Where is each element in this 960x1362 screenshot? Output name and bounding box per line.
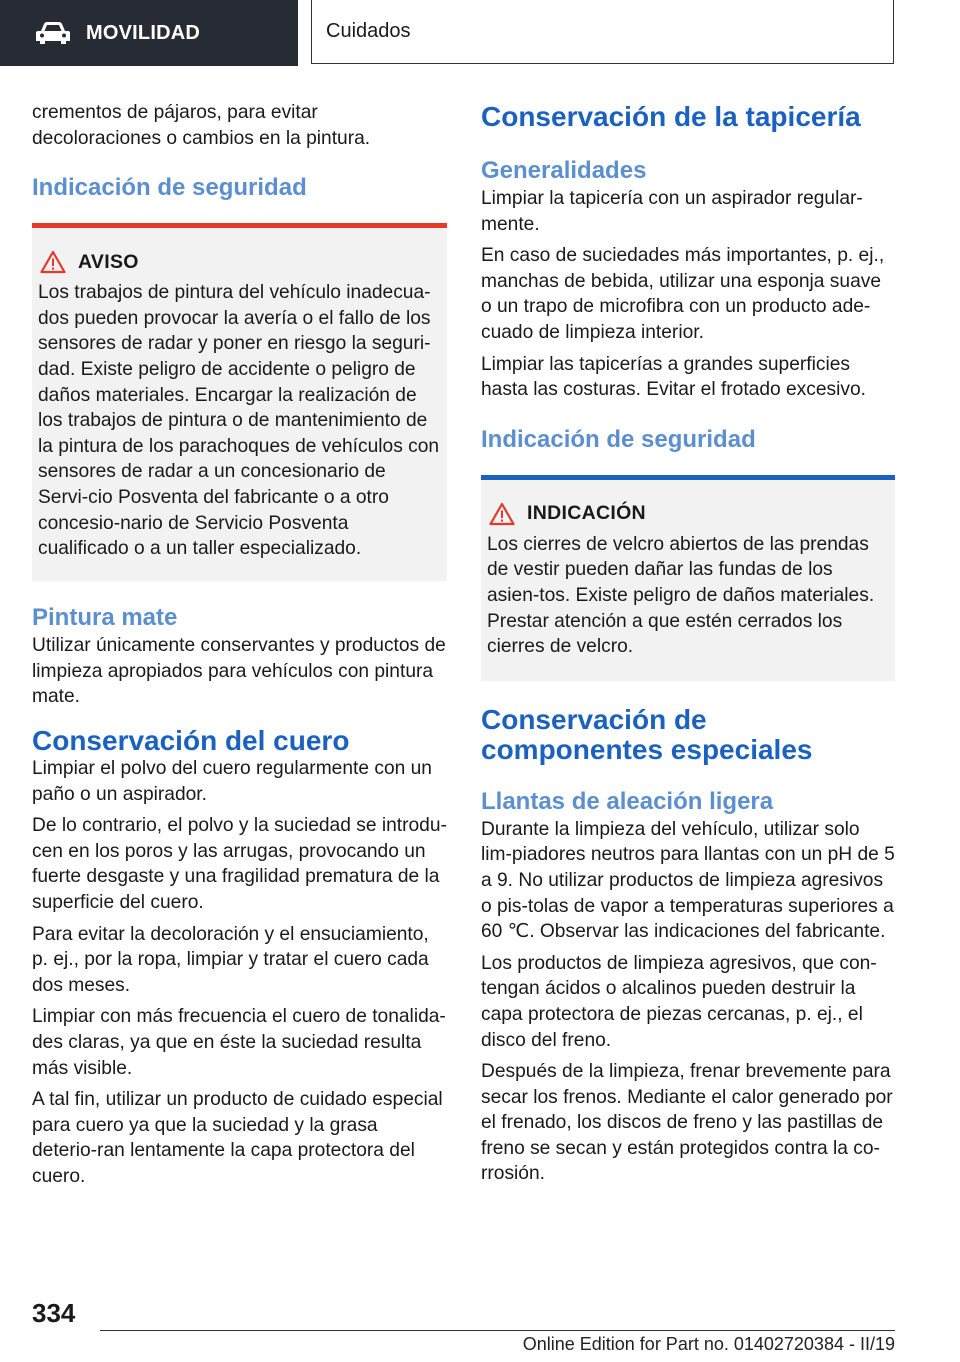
matte-paint-heading: Pintura mate (32, 604, 178, 632)
upholstery-care-heading: Conservación de la tapicería (481, 101, 861, 132)
warning-text: Los trabajos de pintura del vehículo inadecua-dos pueden provocar la avería o el fallo de los sensores de radar y poner en riesgo la seguri-dad. Existe peligro de accidente o peligro de daños materiales. Encargar la realización de los trabajos de pintura o de mantenimiento de la pintura de los parachoques de vehículos con sensores de radar a un concesionario de Servi-cio Posventa del fabricante o a otro concesio-nario de Servicio Posventa cualificado o a un taller especializado. (38, 282, 440, 560)
warning-triangle-icon (489, 502, 515, 526)
alloy-paragraph-3: Después de la limpieza, frenar brevemente para secar los frenos. Mediante el calor generado por el frenado, los discos de freno y las pastillas de freno se secan y están protegidos contra la co-rrosión. (481, 1061, 893, 1185)
warning-box (32, 223, 447, 581)
general-paragraph-1: Limpiar la tapicería con un aspirador regular-mente. (481, 188, 863, 235)
general-paragraph-2: En caso de suciedades más importantes, p. ej., manchas de bebida, utilizar una esponja suave o un trapo de microfibra con un producto ade-cuado de limpieza interior. (481, 245, 885, 343)
alloy-paragraph-2: Los productos de limpieza agresivos, que con-tengan ácidos o alcalinos pueden destruir la capa protectora de piezas cercanas, p. ej., el disco del freno. (481, 952, 877, 1051)
notice-title: INDICACIÓN (527, 502, 646, 525)
page-number: 334 (32, 1298, 76, 1328)
page-footer (0, 1290, 960, 1362)
safety-heading-right: Indicación de seguridad (481, 425, 756, 453)
left-column (32, 100, 447, 1195)
chapter-title-box (311, 0, 894, 64)
notice-box (481, 475, 895, 681)
chapter-title: Cuidados (326, 20, 411, 42)
leather-paragraph-3: Para evitar la decoloración y el ensuciamiento, p. ej., por la ropa, limpiar y tratar el cuero cada dos meses. (32, 923, 429, 996)
general-paragraph-3: Limpiar las tapicerías a grandes superficies hasta las costuras. Evitar el frotado excesivo. (481, 353, 866, 401)
edition-text: Online Edition for Part no. 01402720384 - II/19 (522, 1334, 895, 1354)
intro-paragraph: crementos de pájaros, para evitar decoloraciones o cambios en la pintura. (32, 102, 371, 149)
section-tab (0, 0, 298, 66)
right-column (481, 100, 895, 1193)
leather-care-heading: Conservación del cuero (32, 724, 350, 756)
car-icon (34, 20, 72, 46)
notice-text: Los cierres de velcro abiertos de las prendas de vestir pueden dañar las fundas de los asien-tos. Existe peligro de daños materiales. Prestar atención a que estén cerrados los cierres de velcro. (487, 533, 875, 658)
leather-paragraph-1: Limpiar el polvo del cuero regularmente con un paño o un aspirador. (32, 757, 432, 805)
leather-paragraph-5: A tal fin, utilizar un producto de cuidado especial para cuero ya que la suciedad y la grasa deterio-ran lentamente la capa protectora del cuero. (32, 1089, 443, 1187)
leather-paragraph-2: De lo contrario, el polvo y la suciedad se introdu-cen en los poros y las arrugas, provocando un fuerte desgaste y una fragilidad prematura de la superficie del cuero. (32, 815, 447, 913)
alloy-wheels-heading: Llantas de aleación ligera (481, 787, 774, 815)
page-header (0, 0, 960, 66)
footer-divider (100, 1330, 895, 1331)
general-heading: Generalidades (481, 157, 647, 184)
special-components-heading: Conservación de componentes especiales (481, 703, 813, 765)
warning-title: AVISO (78, 250, 139, 273)
safety-heading-left: Indicación de seguridad (32, 174, 307, 202)
alloy-paragraph-1: Durante la limpieza del vehículo, utilizar solo lim-piadores neutros para llantas con un pH de 5 a 9. No utilizar productos de limpieza agresivos o pis-tolas de vapor a temperaturas superiores a 60 ℃. Observar las indicaciones del fabricante. (481, 818, 895, 943)
section-tab-label: MOVILIDAD (86, 21, 201, 44)
leather-paragraph-4: Limpiar con más frecuencia el cuero de tonalida-des claras, ya que en éste la suciedad resulta más visible. (32, 1006, 446, 1079)
matte-paint-text: Utilizar únicamente conservantes y productos de limpieza apropiados para vehículos con pintura mate. (32, 635, 446, 708)
warning-triangle-icon (40, 250, 66, 274)
